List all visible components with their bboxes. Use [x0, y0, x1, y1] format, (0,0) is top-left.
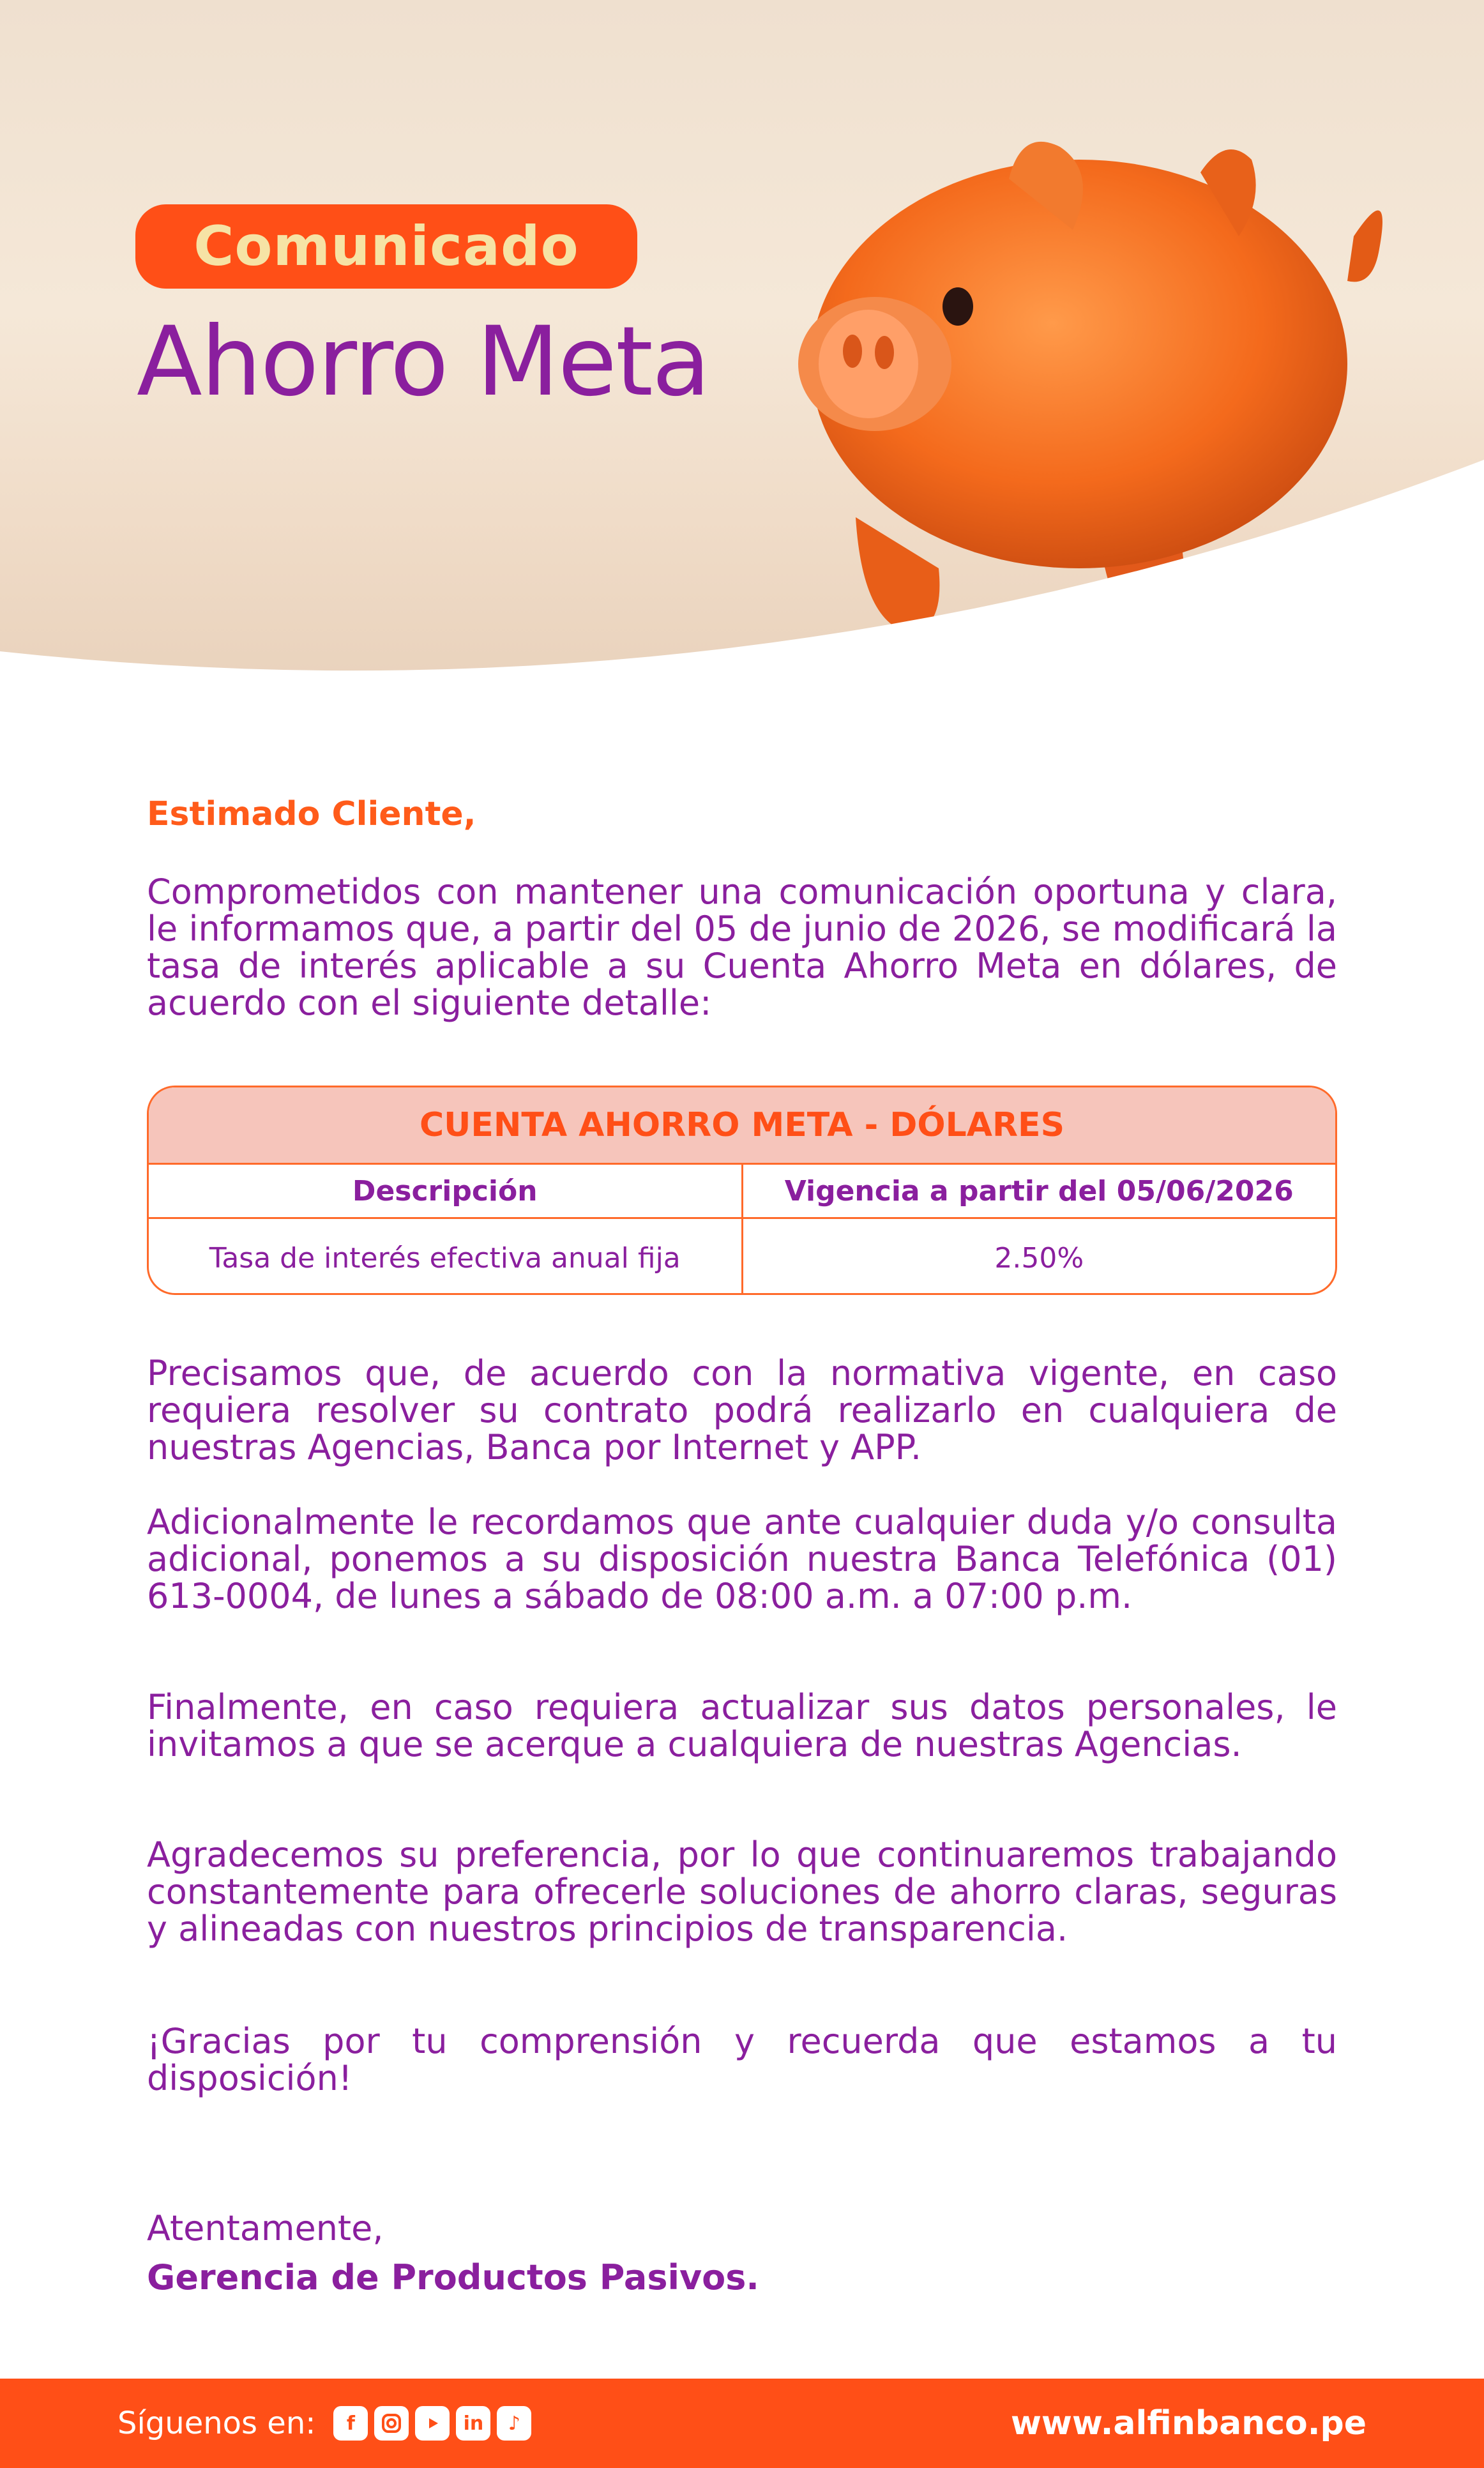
table-header-row [149, 1165, 1335, 1219]
paragraph-phone-banking: Adicionalmente le recordamos que ante cualquier duda y/o consulta adicional, ponemos a su disposición nuestra Banca Telefónica (01) 613-0004, de lunes a sábado de 08:00 a.m. a 07:00 p.m. [147, 1502, 1337, 1616]
rate-table [147, 1086, 1337, 1295]
social-follow [117, 2379, 531, 2468]
social-icons [333, 2406, 531, 2441]
facebook-icon[interactable]: f [333, 2406, 368, 2441]
table-cell-description: Tasa de interés efectiva anual fija [209, 1241, 681, 1275]
signature: Gerencia de Productos Pasivos. [147, 2257, 759, 2298]
badge-label: Comunicado [193, 215, 579, 278]
greeting: Estimado Cliente, [147, 795, 476, 833]
website-link[interactable]: www.alfinbanco.pe [1010, 2404, 1367, 2442]
table-cell-rate: 2.50% [741, 1219, 1336, 1295]
footer-bar [0, 2379, 1484, 2468]
table-header-validity: Vigencia a partir del 05/06/2026 [741, 1165, 1336, 1217]
intro-paragraph: Comprometidos con mantener una comunicación oportuna y clara, le informamos que, a partir del 05 de junio de 2026, se modificará la tasa de interés aplicable a su Cuenta Ahorro Meta en dólares, de acuerdo con el siguiente detalle: [147, 872, 1337, 1023]
paragraph-update-data: Finalmente, en caso requiera actualizar sus datos personales, le invitamos a que se acerque a cualquiera de nuestras Agencias. [147, 1687, 1337, 1764]
table-row [149, 1219, 1335, 1295]
comunicado-badge [135, 204, 637, 289]
table-header-description: Descripción [352, 1174, 538, 1208]
youtube-icon[interactable] [415, 2406, 450, 2441]
signoff [147, 2208, 1337, 2298]
instagram-icon[interactable] [374, 2406, 409, 2441]
hero-banner [0, 0, 1484, 690]
follow-label: Síguenos en: [117, 2405, 316, 2441]
paragraph-thanks: Agradecemos su preferencia, por lo que continuaremos trabajando constantemente para ofrecerle soluciones de ahorro claras, seguras y alineadas con nuestros principios de transparencia. [147, 1835, 1337, 1949]
table-title: CUENTA AHORRO META - DÓLARES [149, 1087, 1335, 1165]
tiktok-icon[interactable]: ♪ [497, 2406, 531, 2441]
linkedin-icon[interactable]: in [456, 2406, 490, 2441]
closing-text: Atentamente, [147, 2208, 384, 2248]
paragraph-closing-note: ¡Gracias por tu comprensión y recuerda que estamos a tu disposición! [147, 2021, 1337, 2098]
page-title: Ahorro Meta [137, 307, 709, 418]
paragraph-contract: Precisamos que, de acuerdo con la normativa vigente, en caso requiera resolver su contrato podrá realizarlo en cualquiera de nuestras Agencias, Banca por Internet y APP. [147, 1353, 1337, 1467]
